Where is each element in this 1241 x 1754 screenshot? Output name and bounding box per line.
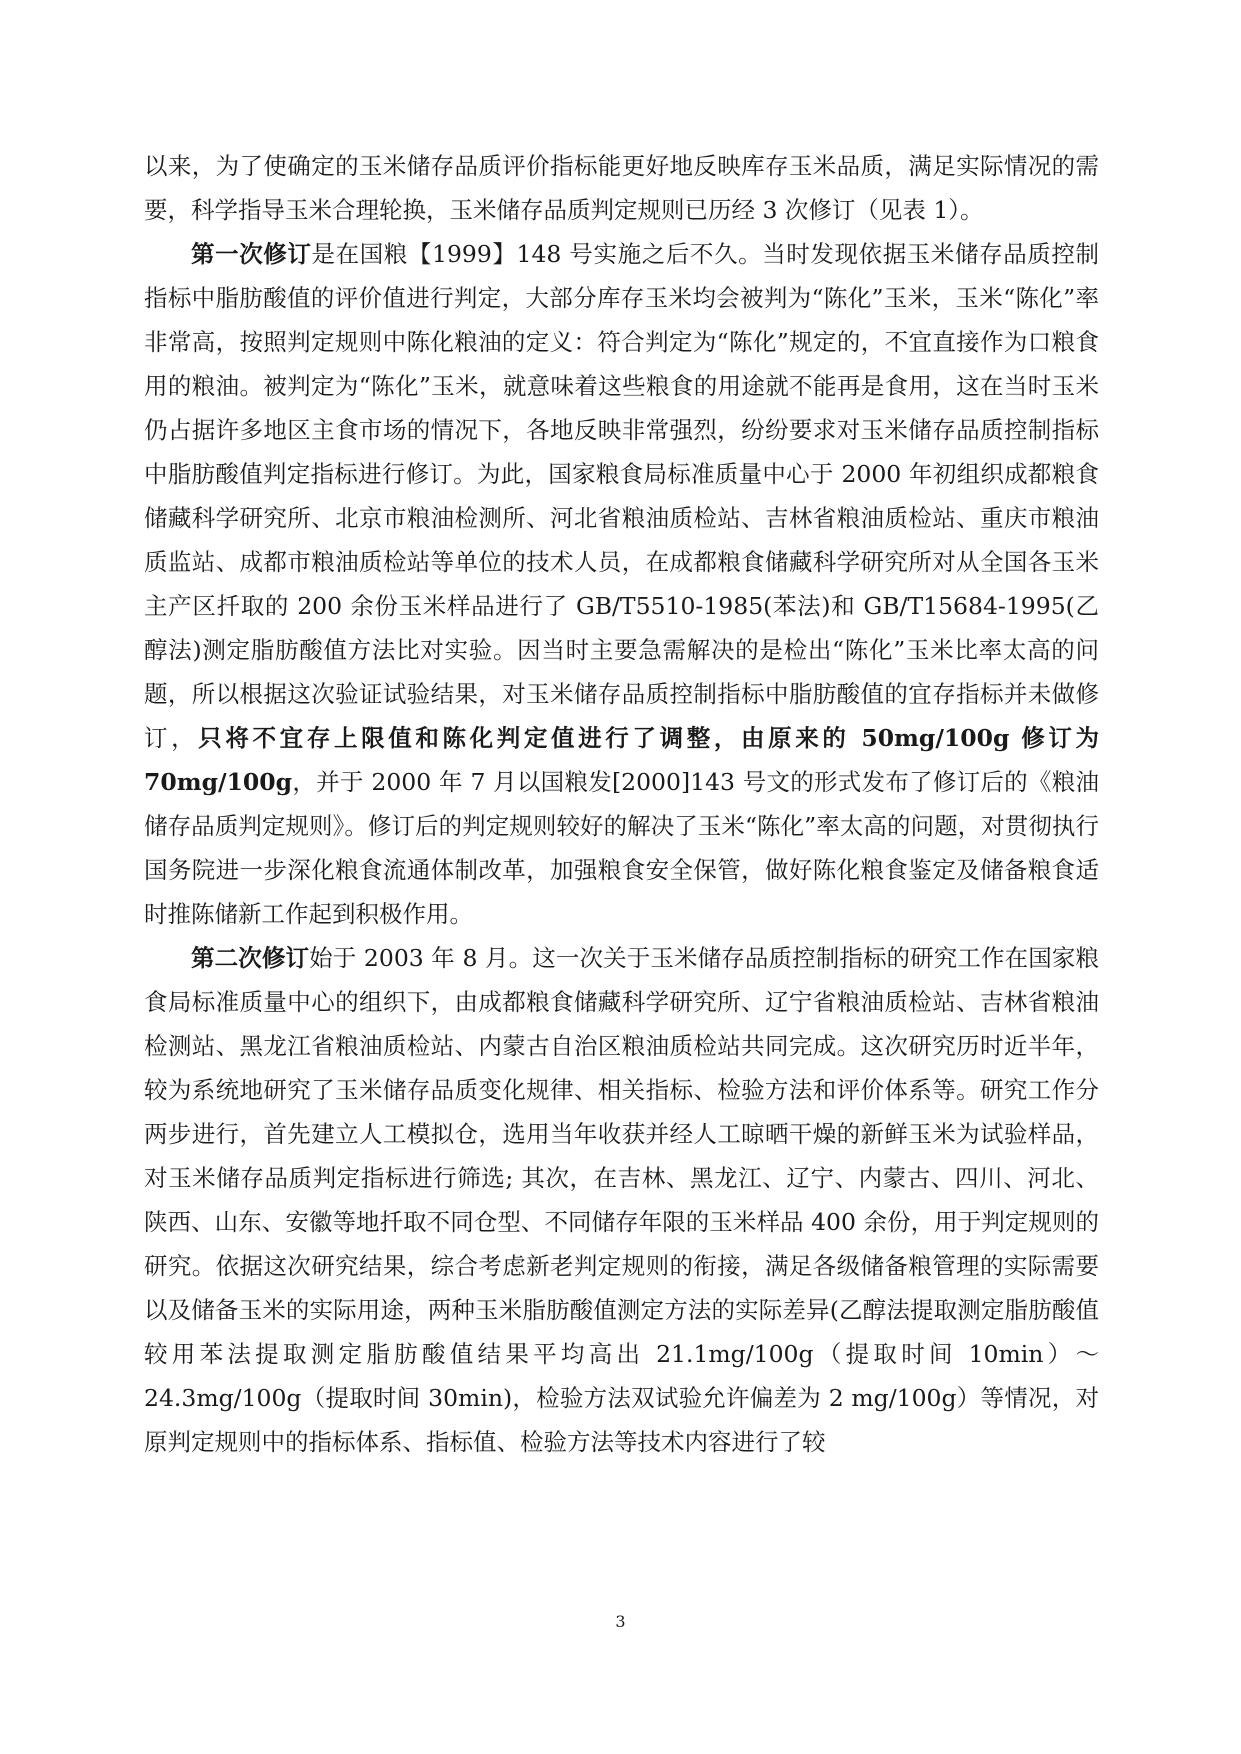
paragraph-text: ，并于 2000 年 7 月以国粮发[2000]143 号文的形式发布了修订后的《粮油储存品质判定规则》。修订后的判定规则较好的解决了玉米“陈化”率太高的问题，对贯彻执行国务院进一步深化粮食流通体制改革，加强粮食安全保管，做好陈化粮食鉴定及储备粮食适时推陈储新工作起到积极作用。 [144,768,1099,928]
heading-first-revision: 第一次修订 [191,240,312,268]
paragraph-text: 是在国粮【1999】148 号实施之后不久。当时发现依据玉米储存品质控制指标中脂肪酸值的评价值进行判定，大部分库存玉米均会被判为“陈化”玉米，玉米“陈化”率非常高，按照判定规则中陈化粮油的定义：符合判定为“陈化”规定的，不宜直接作为口粮食用的粮油。被判定为“陈化”玉米，就意味着这些粮食的用途就不能再是食用，这在当时玉米仍占据许多地区主食市场的情况下，各地反映非常强烈，纷纷要求对玉米储存品质控制指标中脂肪酸值判定指标进行修订。为此，国家粮食局标准质量中心于 2000 年初组织成都粮食储藏科学研究所、北京市粮油检测所、河北省粮油质检站、吉林省粮油质检站、重庆市粮油质监站、成都市粮油质检站等单位的技术人员，在成都粮食储藏科学研究所对从全国各玉米主产区扦取的 200 余份玉米样品进行了 GB/T5510-1985(苯法)和 GB/T15684-1995(乙醇法)测定脂肪酸值方法比对实验。因当时主要急需解决的是检出“陈化”玉米比率太高的问题，所以根据这次验证试验结果，对玉米储存品质控制指标中脂肪酸值的宜存指标并未做修订， [144,240,1099,752]
paragraph-intro-continuation [144,144,1099,232]
document-page [144,144,1099,1464]
paragraph-first-revision [144,232,1099,936]
paragraph-text: 始于 2003 年 8 月。这一次关于玉米储存品质控制指标的研究工作在国家粮食局标准质量中心的组织下，由成都粮食储藏科学研究所、辽宁省粮油质检站、吉林省粮油检测站、黑龙江省粮油质检站、内蒙古自治区粮油质检站共同完成。这次研究历时近半年，较为系统地研究了玉米储存品质变化规律、相关指标、检验方法和评价体系等。研究工作分两步进行，首先建立人工模拟仓，选用当年收获并经人工晾晒干燥的新鲜玉米为试验样品，对玉米储存品质判定指标进行筛选; 其次，在吉林、黑龙江、辽宁、内蒙古、四川、河北、陕西、山东、安徽等地扦取不同仓型、不同储存年限的玉米样品 400 余份，用于判定规则的研究。依据这次研究结果，综合考虑新老判定规则的衔接，满足各级储备粮管理的实际需要以及储备玉米的实际用途，两种玉米脂肪酸值测定方法的实际差异(乙醇法提取测定脂肪酸值较用苯法提取测定脂肪酸值结果平均高出 21.1mg/100g（提取时间 10min）～24.3mg/100g（提取时间 30min)，检验方法双试验允许偏差为 2 mg/100g）等情况，对原判定规则中的指标体系、指标值、检验方法等技术内容进行了较 [144,944,1100,1456]
page-number: 3 [615,1612,626,1631]
emphasis-adjustment: 只将不宜存上限值和陈化判定值进行了调整，由原来的 50mg/100g 修订为 70mg/100g [144,724,1100,796]
heading-second-revision: 第二次修订 [191,944,310,972]
paragraph-text: 以来，为了使确定的玉米储存品质评价指标能更好地反映库存玉米品质，满足实际情况的需要，科学指导玉米合理轮换，玉米储存品质判定规则已历经 3 次修订（见表 1）。 [144,152,1099,224]
paragraph-second-revision [144,936,1099,1464]
